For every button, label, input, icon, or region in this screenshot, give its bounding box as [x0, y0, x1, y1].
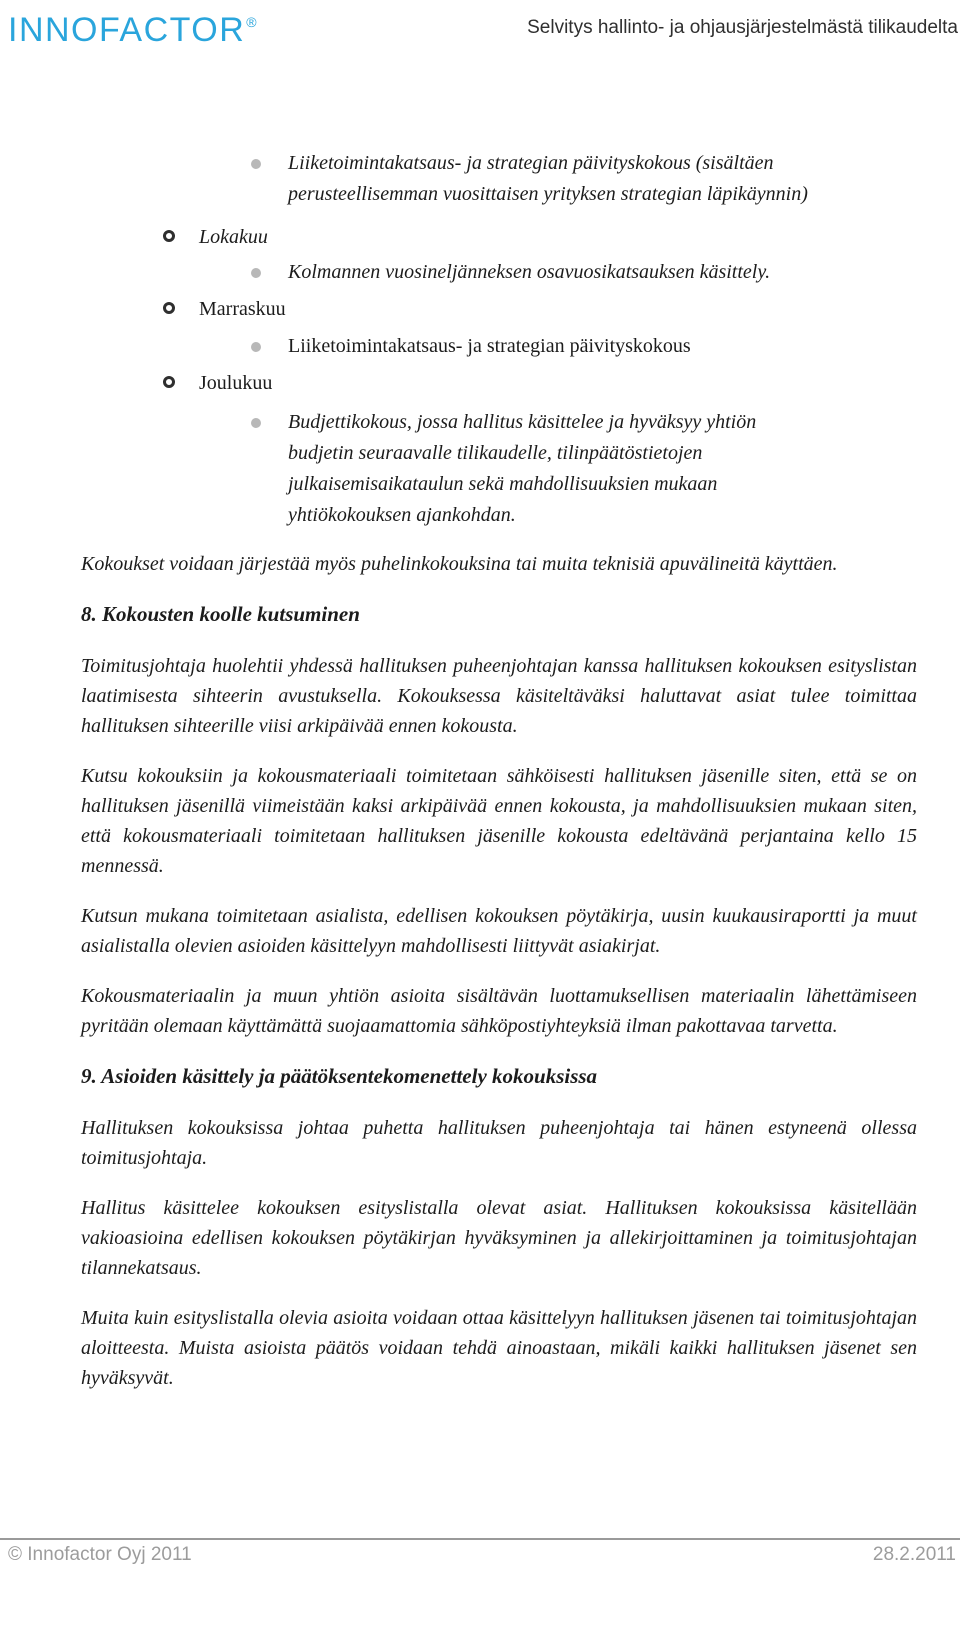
bullet-line: Liiketoimintakatsaus- ja strategian päivityskokous (sisältäen: [288, 152, 774, 174]
footer-copyright: © Innofactor Oyj 2011: [8, 1544, 192, 1565]
ring-bullet-icon: [163, 230, 175, 242]
section-heading-9: 9. Asioiden käsittely ja päätöksentekomenettely kokouksissa: [81, 1064, 598, 1088]
month-marraskuu: [84, 294, 956, 325]
list-item: [84, 407, 956, 531]
document-title: Selvitys hallinto- ja ohjausjärjestelmästä tilikaudelta: [527, 17, 958, 38]
paragraph: Hallituksen kokouksissa johtaa puhetta hallituksen puheenjohtaja tai hänen estyneenä ollessa toimitusjohtaja.: [81, 1117, 917, 1169]
list-item: [84, 331, 956, 362]
paragraph: Hallitus käsittelee kokouksen esityslistalla olevat asiat. Hallituksen kokouksissa käsitellään vakioasioina edellisen kokouksen pöytäkirjan hyväksyminen ja allekirjoittaminen ja toimitusjohtajan tilannekatsaus.: [81, 1197, 917, 1279]
bullet-line: julkaisemisaikataulun sekä mahdollisuuksien mukaan: [288, 473, 718, 495]
bullet-dot: [251, 268, 261, 278]
paragraph: Muita kuin esityslistalla olevia asioita voidaan ottaa käsittelyyn hallituksen jäsenen tai toimitusjohtajan aloitteesta. Muista asioista päätös voidaan tehdä ainoastaan, mikäli kaikki hallituksen jäsenet sen hyväksyvät.: [81, 1307, 917, 1389]
bullet-line: Liiketoimintakatsaus- ja strategian päivityskokous: [288, 335, 691, 357]
paragraph: Kutsu kokouksiin ja kokousmateriaali toimitetaan sähköisesti hallituksen jäsenille siten, että se on hallituksen jäsenillä viimeistään kaksi arkipäivää ennen kokousta, ja mahdollisuuksien mukaan siten, että kokousmateriaali toimitetaan hallituksen jäsenille kokousta edeltävänä perjantaina kello 15 mennessä.: [81, 765, 917, 877]
month-label: Joulukuu: [199, 372, 273, 394]
section-heading-8: 8. Kokousten koolle kutsuminen: [81, 602, 360, 626]
bullet-dot: [251, 342, 261, 352]
bullet-line: budjetin seuraavalle tilikaudelle, tilinpäätöstietojen: [288, 442, 703, 464]
list-item: [84, 257, 956, 288]
month-label: Marraskuu: [199, 298, 286, 320]
list-item: [84, 148, 956, 210]
footer-divider: [0, 1538, 960, 1540]
paragraph: Kokousmateriaalin ja muun yhtiön asioita sisältävän luottamuksellisen materiaalin lähettämiseen pyritään olemaan käyttämättä suojaamattomia sähköpostiyhteyksiä ilman pakottavaa tarvetta.: [81, 985, 917, 1037]
innofactor-logo: [8, 2, 258, 50]
paragraph: Kutsun mukana toimitetaan asialista, edellisen kokouksen pöytäkirja, uusin kuukausiraportti ja muut asialistalla olevien asioiden käsittelyyn mahdollisesti liittyvät asiakirjat.: [81, 905, 917, 957]
footer-date: 28.2.2011: [872, 1544, 956, 1565]
schedule-list: [84, 148, 956, 531]
paragraph: Toimitusjohtaja huolehtii yhdessä hallituksen puheenjohtajan kanssa hallituksen kokouksen esityslistan laatimisesta sihteerin avustuksella. Kokouksessa käsiteltäväksi haluttavat asiat tulee toimittaa hallituksen sihteerille viisi arkipäivää ennen kokousta.: [81, 655, 917, 737]
page-header: [0, 0, 960, 50]
logo-text: INNOFACTOR: [8, 11, 246, 49]
registered-mark: ®: [246, 14, 259, 30]
ring-bullet-icon: [163, 376, 175, 388]
month-lokakuu: [84, 222, 956, 253]
month-label: Lokakuu: [199, 226, 268, 248]
bullet-line: Kolmannen vuosineljänneksen osavuosikatsauksen käsittely.: [288, 261, 771, 283]
paragraph: Kokoukset voidaan järjestää myös puhelinkokouksina tai muita teknisiä apuvälineitä käyttäen.: [81, 553, 838, 575]
document-body: [81, 549, 917, 1393]
bullet-dot: [251, 159, 261, 169]
bullet-dot: [251, 418, 261, 428]
ring-bullet-icon: [163, 302, 175, 314]
month-joulukuu: [84, 368, 956, 399]
bullet-line: yhtiökokouksen ajankohdan.: [288, 504, 516, 526]
bullet-line: perusteellisemman vuosittaisen yrityksen strategian läpikäynnin): [288, 183, 808, 205]
bullet-line: Budjettikokous, jossa hallitus käsittelee ja hyväksyy yhtiön: [288, 411, 757, 433]
